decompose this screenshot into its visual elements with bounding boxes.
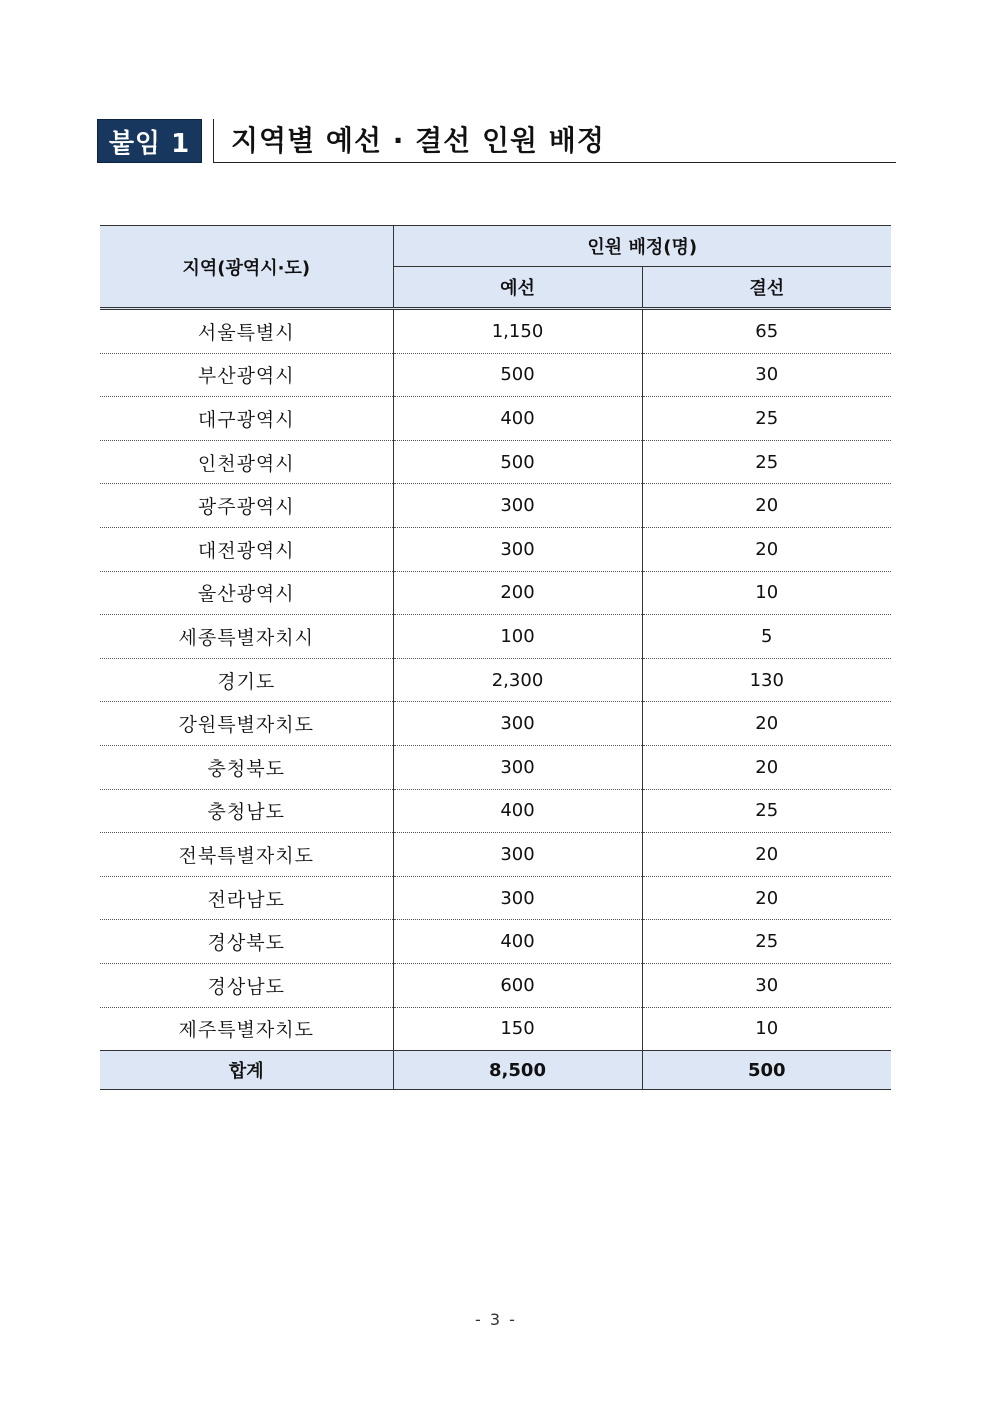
prelim-cell: 300 [393,702,642,746]
prelim-cell: 300 [393,745,642,789]
final-cell: 5 [642,615,891,659]
final-cell: 130 [642,658,891,702]
table-row [100,876,891,920]
table-row [100,745,891,789]
total-prelim: 8,500 [393,1051,642,1090]
header-final: 결선 [642,267,891,309]
prelim-cell: 300 [393,833,642,877]
region-cell: 울산광역시 [100,571,393,615]
region-cell: 전라남도 [100,876,393,920]
prelim-cell: 400 [393,920,642,964]
table-row [100,571,891,615]
region-cell: 충청북도 [100,745,393,789]
final-cell: 20 [642,484,891,528]
page-number: - 3 - [475,1310,517,1329]
prelim-cell: 300 [393,527,642,571]
table-row [100,309,891,354]
prelim-cell: 1,150 [393,309,642,354]
total-row [100,1051,891,1090]
region-cell: 부산광역시 [100,353,393,397]
final-cell: 10 [642,571,891,615]
table-row [100,702,891,746]
final-cell: 25 [642,397,891,441]
title-underline [213,162,896,163]
final-cell: 25 [642,920,891,964]
region-cell: 서울특별시 [100,309,393,354]
region-cell: 경기도 [100,658,393,702]
prelim-cell: 200 [393,571,642,615]
final-cell: 25 [642,789,891,833]
table-row [100,658,891,702]
prelim-cell: 400 [393,789,642,833]
region-cell: 인천광역시 [100,440,393,484]
final-cell: 20 [642,702,891,746]
section-header [97,119,896,164]
region-cell: 세종특별자치시 [100,615,393,659]
table-row [100,484,891,528]
final-cell: 65 [642,309,891,354]
region-cell: 대전광역시 [100,527,393,571]
header-prelim: 예선 [393,267,642,309]
prelim-cell: 600 [393,963,642,1007]
prelim-cell: 150 [393,1007,642,1051]
prelim-cell: 100 [393,615,642,659]
region-cell: 대구광역시 [100,397,393,441]
region-cell: 강원특별자치도 [100,702,393,746]
table-row [100,397,891,441]
final-cell: 20 [642,833,891,877]
total-label: 합계 [100,1051,393,1090]
table-row [100,789,891,833]
region-cell: 전북특별자치도 [100,833,393,877]
prelim-cell: 2,300 [393,658,642,702]
region-cell: 충청남도 [100,789,393,833]
region-cell: 경상북도 [100,920,393,964]
table-row [100,920,891,964]
page-title: 지역별 예선 · 결선 인원 배정 [231,124,605,157]
final-cell: 10 [642,1007,891,1051]
table-row [100,440,891,484]
header-allocation: 인원 배정(명) [393,226,891,267]
final-cell: 30 [642,353,891,397]
table-row [100,963,891,1007]
final-cell: 20 [642,527,891,571]
prelim-cell: 300 [393,484,642,528]
final-cell: 25 [642,440,891,484]
total-final: 500 [642,1051,891,1090]
region-cell: 제주특별자치도 [100,1007,393,1051]
table-row [100,1007,891,1051]
region-cell: 경상남도 [100,963,393,1007]
table-row [100,527,891,571]
title-divider [213,119,214,163]
prelim-cell: 400 [393,397,642,441]
prelim-cell: 300 [393,876,642,920]
attachment-badge: 붙임 1 [97,119,202,163]
prelim-cell: 500 [393,353,642,397]
table-row [100,833,891,877]
final-cell: 30 [642,963,891,1007]
final-cell: 20 [642,745,891,789]
header-region: 지역(광역시·도) [100,226,393,309]
table-row [100,615,891,659]
allocation-table [100,225,891,1090]
prelim-cell: 500 [393,440,642,484]
final-cell: 20 [642,876,891,920]
region-cell: 광주광역시 [100,484,393,528]
table-row [100,353,891,397]
